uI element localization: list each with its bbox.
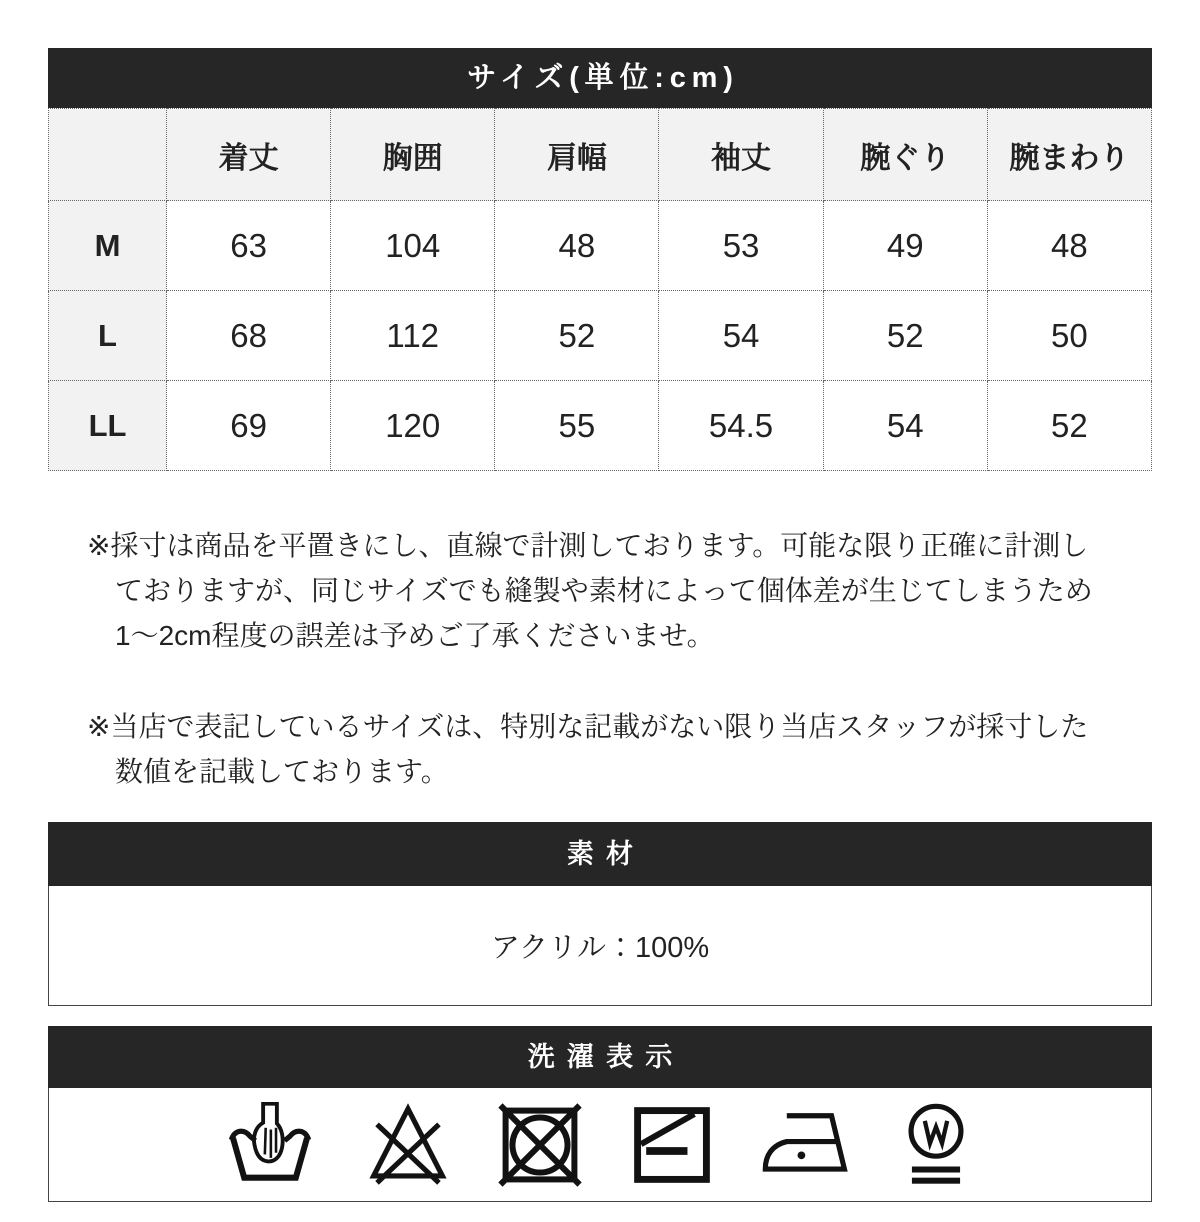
size-value: 104 <box>331 201 495 291</box>
table-row <box>49 381 1152 471</box>
size-value: 63 <box>167 201 331 291</box>
note-line: 数値を記載しております。 <box>115 756 449 787</box>
size-label: L <box>49 291 167 381</box>
column-header: 袖丈 <box>659 109 823 201</box>
corner-cell <box>49 109 167 201</box>
note-line: ておりますが、同じサイズでも縫製や素材によって個体差が生じてしまうため <box>115 575 1093 606</box>
size-value: 112 <box>331 291 495 381</box>
wet-clean-very-gentle-icon <box>892 1102 980 1188</box>
do-not-bleach-icon <box>364 1102 452 1188</box>
size-label: LL <box>49 381 167 471</box>
size-value: 69 <box>167 381 331 471</box>
note-line: 1〜2cm程度の誤差は予めご了承くださいませ。 <box>115 620 715 651</box>
iron-low-heat-icon <box>760 1102 848 1188</box>
size-value: 52 <box>495 291 659 381</box>
do-not-tumble-dry-icon <box>496 1102 584 1188</box>
table-row <box>49 201 1152 291</box>
laundry-symbols <box>48 1088 1152 1202</box>
material-section <box>48 822 1152 1006</box>
size-value: 52 <box>987 381 1151 471</box>
size-value: 48 <box>987 201 1151 291</box>
column-header: 肩幅 <box>495 109 659 201</box>
size-value: 68 <box>167 291 331 381</box>
material-title: 素材 <box>48 822 1152 886</box>
size-value: 55 <box>495 381 659 471</box>
size-value: 48 <box>495 201 659 291</box>
measurement-notes <box>48 471 1152 794</box>
size-value: 54 <box>823 381 987 471</box>
size-table <box>48 108 1152 471</box>
column-header: 腕ぐり <box>823 109 987 201</box>
size-value: 52 <box>823 291 987 381</box>
size-value: 50 <box>987 291 1151 381</box>
hand-wash-icon <box>220 1102 320 1188</box>
note-line: ※当店で表記しているサイズは、特別な記載がない限り当店スタッフが採寸した <box>87 711 1089 742</box>
size-value: 54.5 <box>659 381 823 471</box>
column-header: 着丈 <box>167 109 331 201</box>
size-value: 49 <box>823 201 987 291</box>
size-table-section <box>48 48 1152 471</box>
table-header-row <box>49 109 1152 201</box>
size-table-title: サイズ(単位:cm) <box>48 48 1152 108</box>
size-value: 54 <box>659 291 823 381</box>
size-value: 53 <box>659 201 823 291</box>
laundry-title: 洗濯表示 <box>48 1026 1152 1088</box>
material-value: アクリル：100% <box>48 886 1152 1006</box>
note-line: ※採寸は商品を平置きにし、直線で計測しております。可能な限り正確に計測し <box>87 530 1089 561</box>
note-measuring-method <box>87 523 1152 658</box>
size-label: M <box>49 201 167 291</box>
column-header: 胸囲 <box>331 109 495 201</box>
column-header: 腕まわり <box>987 109 1151 201</box>
table-row <box>49 291 1152 381</box>
laundry-section <box>48 1026 1152 1202</box>
size-value: 120 <box>331 381 495 471</box>
flat-dry-in-shade-icon <box>628 1102 716 1188</box>
note-staff-measured <box>87 704 1152 794</box>
